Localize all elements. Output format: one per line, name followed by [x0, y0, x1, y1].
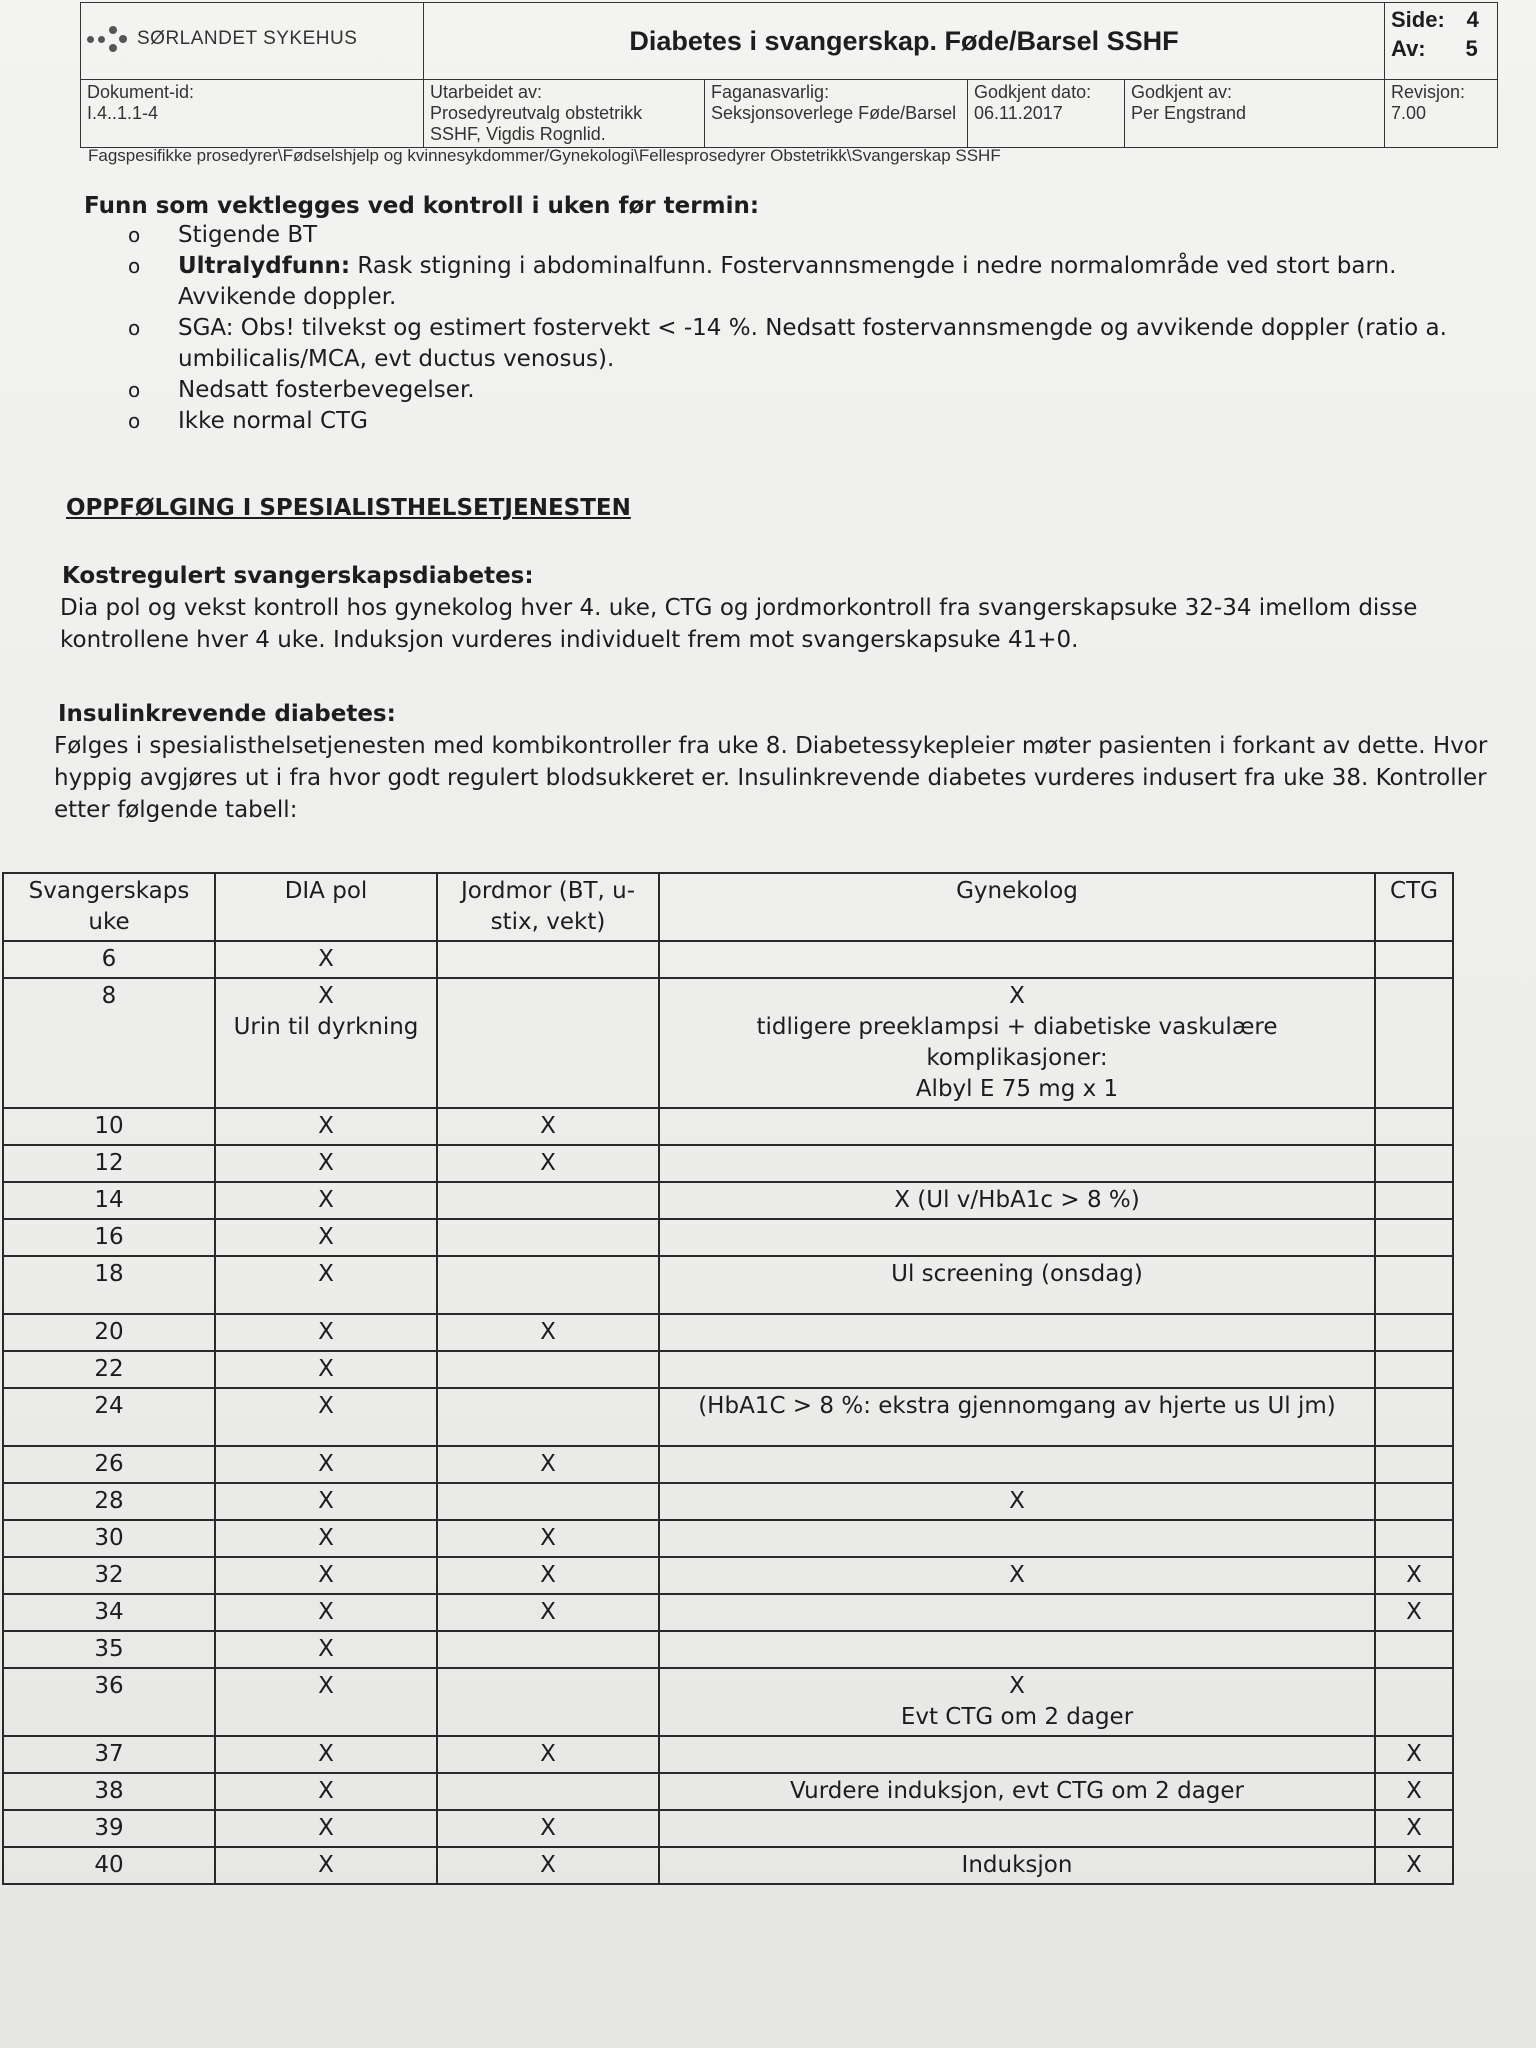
jordmor-cell: [437, 978, 659, 1108]
approved-by-label: Godkjent av:: [1131, 82, 1233, 102]
gynekolog-cell: [659, 1314, 1375, 1351]
week-cell: 39: [3, 1810, 215, 1847]
week-cell: 40: [3, 1847, 215, 1884]
responsible-cell: [705, 80, 968, 148]
gynekolog-cell: [659, 1520, 1375, 1557]
jordmor-cell: X: [437, 1520, 659, 1557]
gynekolog-cell: Vurdere induksjon, evt CTG om 2 dager: [659, 1773, 1375, 1810]
week-cell: 35: [3, 1631, 215, 1668]
findings-item-text: Ikke normal CTG: [178, 408, 368, 434]
table-row: [3, 1520, 1453, 1557]
approved-date-label: Godkjent dato:: [974, 82, 1092, 102]
table-body: [3, 941, 1453, 1884]
dia-pol-cell: X: [215, 941, 437, 978]
gynekolog-cell: X: [659, 1483, 1375, 1520]
approved-date-cell: [968, 80, 1125, 148]
circle-bullet-icon: o: [128, 378, 141, 402]
approved-date-value: 06.11.2017: [974, 103, 1063, 123]
findings-item: [118, 406, 1468, 437]
diet-heading: Kostregulert svangerskapsdiabetes:: [62, 563, 534, 589]
gynekolog-cell: [659, 1594, 1375, 1631]
gynekolog-cell: [659, 941, 1375, 978]
week-cell: 10: [3, 1108, 215, 1145]
circle-bullet-icon: o: [128, 316, 141, 340]
dia-pol-cell: X: [215, 1219, 437, 1256]
gynekolog-cell: Ul screening (onsdag): [659, 1256, 1375, 1314]
av-value: 5: [1465, 36, 1478, 61]
ctg-cell: [1375, 1219, 1453, 1256]
circle-bullet-icon: o: [128, 409, 141, 433]
table-row: [3, 1557, 1453, 1594]
jordmor-cell: [437, 1256, 659, 1314]
table-row: [3, 1145, 1453, 1182]
followup-heading: OPPFØLGING I SPESIALISTHELSETJENESTEN: [66, 495, 631, 521]
jordmor-cell: X: [437, 1314, 659, 1351]
header-dia-pol: DIA pol: [215, 873, 437, 941]
dia-pol-cell: X: [215, 1668, 437, 1736]
dia-pol-cell: X: [215, 1145, 437, 1182]
circle-bullet-icon: o: [128, 254, 141, 278]
ctg-cell: [1375, 1668, 1453, 1736]
table-row: [3, 1773, 1453, 1810]
ctg-cell: X: [1375, 1810, 1453, 1847]
findings-item-bold: Ultralydfunn:: [178, 253, 351, 279]
findings-item-text: Rask stigning i abdominalfunn. Fostervannsmengde i nedre normalområde ved stort barn. Avvikende doppler.: [178, 253, 1397, 310]
page-counter: [1385, 3, 1498, 80]
table-row: [3, 1219, 1453, 1256]
dia-pol-cell: X: [215, 1557, 437, 1594]
dia-pol-cell: X: [215, 1773, 437, 1810]
table-row: [3, 1736, 1453, 1773]
findings-item: [118, 251, 1468, 313]
jordmor-cell: X: [437, 1810, 659, 1847]
gynekolog-cell: X tidligere preeklampsi + diabetiske vaskulære komplikasjoner: Albyl E 75 mg x 1: [659, 978, 1375, 1108]
ctg-cell: X: [1375, 1594, 1453, 1631]
gynekolog-cell: X: [659, 1557, 1375, 1594]
revision-cell: [1385, 80, 1498, 148]
ctg-cell: [1375, 978, 1453, 1108]
jordmor-cell: [437, 1388, 659, 1446]
ctg-cell: [1375, 1182, 1453, 1219]
findings-item-text: SGA: Obs! tilvekst og estimert fostervekt < -14 %. Nedsatt fostervannsmengde og avvikende doppler (ratio a. umbilicalis/MCA, evt ductus venosus).: [178, 315, 1447, 372]
findings-item-text: Stigende BT: [178, 222, 318, 248]
ctg-cell: X: [1375, 1773, 1453, 1810]
table-row: [3, 1847, 1453, 1884]
ctg-cell: [1375, 1483, 1453, 1520]
findings-heading: Funn som vektlegges ved kontroll i uken før termin:: [84, 193, 760, 219]
week-cell: 6: [3, 941, 215, 978]
week-cell: 12: [3, 1145, 215, 1182]
insulin-heading: Insulinkrevende diabetes:: [58, 701, 396, 727]
ctg-cell: [1375, 1145, 1453, 1182]
ctg-cell: [1375, 941, 1453, 978]
week-cell: 20: [3, 1314, 215, 1351]
dia-pol-cell: X: [215, 1351, 437, 1388]
logo-text: SØRLANDET SYKEHUS: [137, 28, 358, 49]
header-ctg: CTG: [1375, 873, 1453, 941]
ctg-cell: [1375, 1388, 1453, 1446]
jordmor-cell: [437, 941, 659, 978]
gynekolog-cell: X Evt CTG om 2 dager: [659, 1668, 1375, 1736]
dia-pol-cell: X: [215, 1182, 437, 1219]
prepared-by-label: Utarbeidet av:: [430, 82, 543, 102]
jordmor-cell: X: [437, 1594, 659, 1631]
table-row: [3, 1256, 1453, 1314]
table-row: [3, 1108, 1453, 1145]
jordmor-cell: [437, 1773, 659, 1810]
revision-label: Revisjon:: [1391, 82, 1466, 102]
week-cell: 37: [3, 1736, 215, 1773]
dia-pol-cell: X: [215, 1847, 437, 1884]
document-header: [80, 2, 1498, 148]
table-row: [3, 1594, 1453, 1631]
dia-pol-cell: X: [215, 1108, 437, 1145]
week-cell: 8: [3, 978, 215, 1108]
week-cell: 14: [3, 1182, 215, 1219]
jordmor-cell: X: [437, 1736, 659, 1773]
header-gynekolog: Gynekolog: [659, 873, 1375, 941]
findings-item: [118, 313, 1468, 375]
document-title: Diabetes i svangerskap. Føde/Barsel SSHF: [424, 3, 1385, 80]
table-row: [3, 1631, 1453, 1668]
gynekolog-cell: [659, 1736, 1375, 1773]
week-cell: 22: [3, 1351, 215, 1388]
dia-pol-cell: X Urin til dyrkning: [215, 978, 437, 1108]
dia-pol-cell: X: [215, 1388, 437, 1446]
gynekolog-cell: [659, 1145, 1375, 1182]
gynekolog-cell: [659, 1810, 1375, 1847]
dia-pol-cell: X: [215, 1256, 437, 1314]
jordmor-cell: X: [437, 1557, 659, 1594]
ctg-cell: [1375, 1108, 1453, 1145]
table-row: [3, 1351, 1453, 1388]
jordmor-cell: [437, 1219, 659, 1256]
dia-pol-cell: X: [215, 1736, 437, 1773]
findings-list: [118, 220, 1468, 437]
week-cell: 36: [3, 1668, 215, 1736]
approved-by-cell: [1125, 80, 1385, 148]
table-row: [3, 1483, 1453, 1520]
dia-pol-cell: X: [215, 1446, 437, 1483]
approved-by-value: Per Engstrand: [1131, 103, 1247, 123]
jordmor-cell: [437, 1483, 659, 1520]
week-cell: 30: [3, 1520, 215, 1557]
gynekolog-cell: [659, 1351, 1375, 1388]
jordmor-cell: X: [437, 1145, 659, 1182]
control-schedule-table: [2, 872, 1454, 1885]
gynekolog-cell: X (Ul v/HbA1c > 8 %): [659, 1182, 1375, 1219]
ctg-cell: X: [1375, 1847, 1453, 1884]
week-cell: 24: [3, 1388, 215, 1446]
gynekolog-cell: [659, 1446, 1375, 1483]
week-cell: 38: [3, 1773, 215, 1810]
dia-pol-cell: X: [215, 1483, 437, 1520]
ctg-cell: [1375, 1351, 1453, 1388]
revision-value: 7.00: [1391, 103, 1427, 123]
document-path: Fagspesifikke prosedyrer\Fødselshjelp og kvinnesykdommer/Gynekologi\Fellesprosedyrer Obstetrikk\Svangerskap SSHF: [88, 146, 1001, 165]
jordmor-cell: [437, 1351, 659, 1388]
ctg-cell: [1375, 1314, 1453, 1351]
doc-id-cell: [81, 80, 424, 148]
jordmor-cell: [437, 1631, 659, 1668]
findings-item: [118, 375, 1468, 406]
gynekolog-cell: Induksjon: [659, 1847, 1375, 1884]
doc-id-label: Dokument-id:: [87, 82, 195, 102]
week-cell: 28: [3, 1483, 215, 1520]
side-value: 4: [1466, 7, 1479, 32]
gynekolog-cell: (HbA1C > 8 %: ekstra gjennomgang av hjerte us Ul jm): [659, 1388, 1375, 1446]
table-row: [3, 1446, 1453, 1483]
logo-cell: [81, 3, 424, 80]
table-header-row: [3, 873, 1453, 941]
week-cell: 34: [3, 1594, 215, 1631]
ctg-cell: X: [1375, 1736, 1453, 1773]
responsible-label: Faganasvarlig:: [711, 82, 830, 102]
jordmor-cell: [437, 1182, 659, 1219]
insulin-text: Følges i spesialisthelsetjenesten med kombikontroller fra uke 8. Diabetessykepleier møter pasienten i forkant av dette. Hvor hyppig avgjøres ut i fra hvor godt regulert blodsukkeret er. Insulinkrevende diabetes vurderes indusert fra uke 38. Kontroller etter følgende tabell:: [54, 733, 1488, 823]
dia-pol-cell: X: [215, 1810, 437, 1847]
ctg-cell: [1375, 1256, 1453, 1314]
side-label: Side:: [1391, 7, 1445, 32]
week-cell: 18: [3, 1256, 215, 1314]
table-row: [3, 1810, 1453, 1847]
table-row: [3, 1314, 1453, 1351]
table-row: [3, 941, 1453, 978]
table-row: [3, 1388, 1453, 1446]
dia-pol-cell: X: [215, 1314, 437, 1351]
ctg-cell: [1375, 1446, 1453, 1483]
dia-pol-cell: X: [215, 1520, 437, 1557]
week-cell: 16: [3, 1219, 215, 1256]
doc-id-value: I.4..1.1-4: [87, 103, 159, 123]
dia-pol-cell: X: [215, 1594, 437, 1631]
gynekolog-cell: [659, 1108, 1375, 1145]
jordmor-cell: X: [437, 1108, 659, 1145]
week-cell: 26: [3, 1446, 215, 1483]
prepared-by-value: Prosedyreutvalg obstetrikk SSHF, Vigdis Rognlid.: [430, 103, 643, 144]
hospital-logo: [87, 5, 417, 73]
logo-dots-icon: [87, 24, 127, 54]
header-jordmor: Jordmor (BT, u-stix, vekt): [437, 873, 659, 941]
findings-item: [118, 220, 1468, 251]
ctg-cell: [1375, 1631, 1453, 1668]
week-cell: 32: [3, 1557, 215, 1594]
prepared-by-cell: [424, 80, 705, 148]
av-label: Av:: [1391, 36, 1426, 61]
findings-item-text: Nedsatt fosterbevegelser.: [178, 377, 475, 403]
jordmor-cell: [437, 1668, 659, 1736]
jordmor-cell: X: [437, 1446, 659, 1483]
table-row: [3, 1668, 1453, 1736]
ctg-cell: [1375, 1520, 1453, 1557]
responsible-value: Seksjonsoverlege Føde/Barsel: [711, 103, 957, 123]
circle-bullet-icon: o: [128, 223, 141, 247]
diet-text: Dia pol og vekst kontroll hos gynekolog hver 4. uke, CTG og jordmorkontroll fra svangerskapsuke 32-34 imellom disse kontrollene hver 4 uke. Induksjon vurderes individuelt frem mot svangerskapsuke 41+0.: [60, 595, 1418, 653]
jordmor-cell: X: [437, 1847, 659, 1884]
gynekolog-cell: [659, 1219, 1375, 1256]
header-week: Svangerskaps uke: [3, 873, 215, 941]
ctg-cell: X: [1375, 1557, 1453, 1594]
gynekolog-cell: [659, 1631, 1375, 1668]
dia-pol-cell: X: [215, 1631, 437, 1668]
table-row: [3, 1182, 1453, 1219]
table-row: [3, 978, 1453, 1108]
